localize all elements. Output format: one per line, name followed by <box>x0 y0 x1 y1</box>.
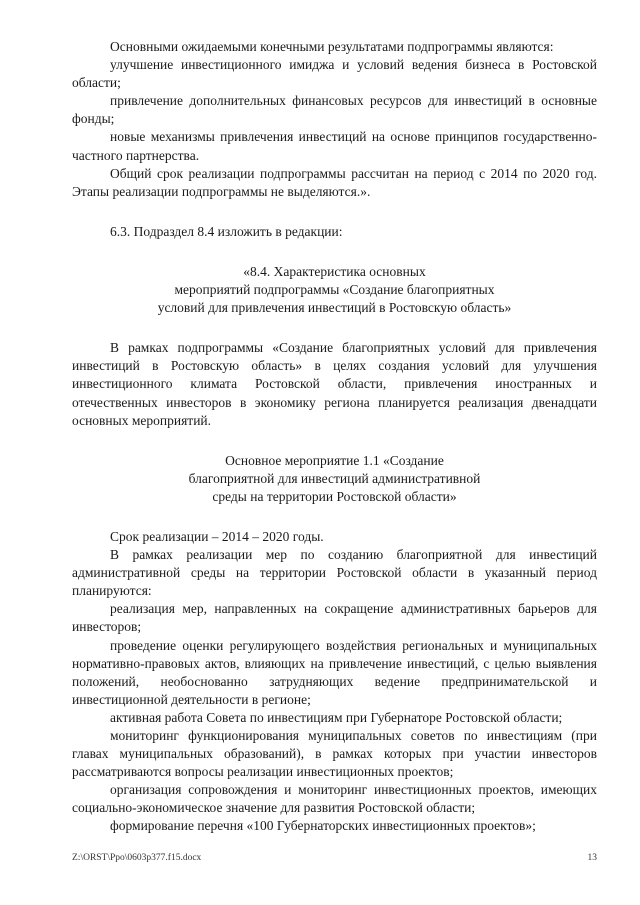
file-path: Z:\ORST\Ppo\0603p377.f15.docx <box>72 853 202 863</box>
paragraph: Срок реализации – 2014 – 2020 годы. <box>110 528 324 544</box>
heading-line: благоприятной для инвестиций административной <box>188 470 481 486</box>
paragraph: организация сопровождения и мониторинг инвестиционных проектов, имеющих социально-экономическое значение для развития Ростовской области; <box>72 782 597 816</box>
spacer <box>72 506 597 528</box>
intro-paragraph: В рамках подпрограммы «Создание благоприятных условий для привлечения инвестиций в Ростовскую область» в целях создания условий для улучшения инвестиционного климата Ростовской области, привлечения иностранных и отечественных инвесторов в экономику региона планируется реализация двенадцати основных мероприятий. <box>72 340 597 428</box>
heading-line: условий для привлечения инвестиций в Ростовскую область» <box>157 300 512 316</box>
paragraph: улучшение инвестиционного имиджа и условий ведения бизнеса в Ростовской области; <box>72 57 597 91</box>
section-instruction: 6.3. Подраздел 8.4 изложить в редакции: <box>110 223 343 239</box>
paragraph: привлечение дополнительных финансовых ресурсов для инвестиций в основные фонды; <box>72 93 597 127</box>
spacer <box>72 317 597 339</box>
spacer <box>72 430 597 452</box>
paragraph: В рамках реализации мер по созданию благоприятной для инвестиций административной среды на территории Ростовской области в указанный период планируются: <box>72 547 597 599</box>
page-number: 13 <box>587 853 597 863</box>
document-body <box>72 38 597 836</box>
heading-line: «8.4. Характеристика основных <box>243 263 426 279</box>
paragraph: Основными ожидаемыми конечными результатами подпрограммы являются: <box>110 39 554 54</box>
paragraph: мониторинг функционирования муниципальных советов по инвестициям (при главах муниципальных образований), в рамках которых при участии инвесторов рассматриваются вопросы реализации инвестиционных проектов; <box>72 728 597 780</box>
heading-line: мероприятий подпрограммы «Создание благоприятных <box>174 282 495 298</box>
spacer <box>72 241 597 263</box>
paragraph: активная работа Совета по инвестициям при Губернаторе Ростовской области; <box>110 709 563 725</box>
section-heading <box>72 263 597 317</box>
spacer <box>72 201 597 223</box>
paragraph: формирование перечня «100 Губернаторских инвестиционных проектов»; <box>110 818 536 834</box>
subsection-heading <box>72 452 597 506</box>
paragraph: реализация мер, направленных на сокращение административных барьеров для инвесторов; <box>72 601 597 635</box>
heading-line: Основное мероприятие 1.1 «Создание <box>225 452 444 468</box>
paragraph: Общий срок реализации подпрограммы рассчитан на период с 2014 по 2020 год. Этапы реализации подпрограммы не выделяются.». <box>72 165 597 199</box>
paragraph: новые механизмы привлечения инвестиций на основе принципов государственно-частного партнерства. <box>72 129 597 163</box>
paragraph: проведение оценки регулирующего воздействия региональных и муниципальных нормативно-правовых актов, влияющих на привлечение инвестиций, с целью выявления положений, необоснованно затрудняющих ведение предпринимательской и инвестиционной деятельности в регионе; <box>72 637 597 707</box>
heading-line: среды на территории Ростовской области» <box>212 488 457 504</box>
